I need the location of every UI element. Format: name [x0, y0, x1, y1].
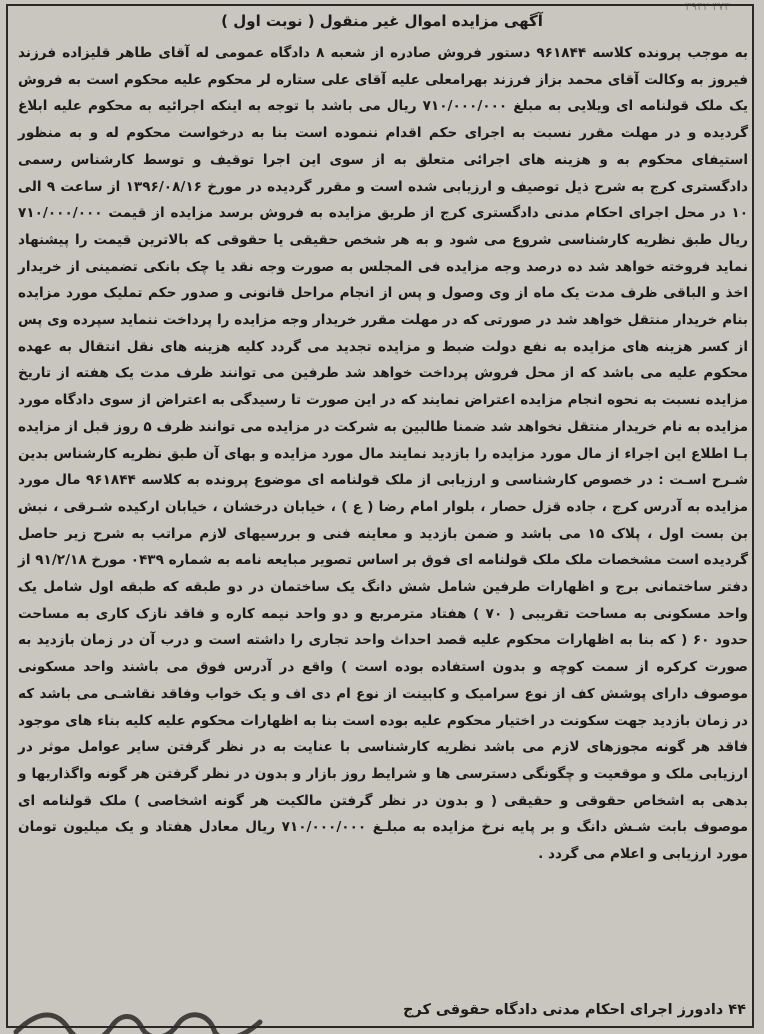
notice-signature: ۴۴ دادورز اجرای احکام مدنی دادگاه حقوقی کرج: [402, 1002, 746, 1018]
handwritten-mark: [8, 1002, 268, 1034]
notice-title: آگهی مزایده اموال غیر منقول ( نوبت اول ): [221, 12, 543, 30]
notice-body: به موجب پرونده کلاسه ۹۶۱۸۴۴ دستور فروش صادره از شعبه ۸ دادگاه عمومی له آقای طاهر قلیزاده فرزند فیروز به وکالت آقای محمد بزاز فرزند بهرامعلی علیه آقای علی ستاره لر محکوم علیه محکوم است به فروش یک ملک قولنامه ای ویلایی به مبلغ ۷۱۰/۰۰۰/۰۰۰ ریال می باشد با توجه به اینکه اجرائیه به محکوم علیه ابلاغ گردیده و در مهلت مقرر نسبت به اجرای حکم اقدام ننموده است بنا به درخواست محکوم له و به منظور استیفای محکوم به و هزینه های اجرائی متعلق به از سوی این اجرا توقیف و توسط کارشناس رسمی دادگستری کرج به شرح ذیل توصیف و ارزیابی شده است و مقرر گردیده در مورخ ۱۳۹۶/۰۸/۱۶ از ساعت ۹ الی ۱۰ در محل اجرای احکام مدنی دادگستری کرج از طریق مزایده به فروش برسد مزایده از قیمت ۷۱۰/۰۰۰/۰۰۰ ریال طبق نظریه کارشناسی شروع می شود و به هر شخص حقیقی یا حقوقی که بالاترین قیمت را پیشنهاد نماید فروخته خواهد شد ده درصد وجه مزایده فی المجلس به صورت وجه نقد یا چک بانکی تضمینی از خریدار اخذ و الباقی ظرف مدت یک ماه از وی وصول و پس از انجام مراحل قانونی و صدور حکم تملیک مورد مزایده بنام خریدار منتقل خواهد شد در صورتی که در مهلت مقرر خریدار وجه مزایده را پرداخت ننماید سپرده وی پس از کسر هزینه های مزایده به نفع دولت ضبط و مزایده تجدید می گردد کلیه هزینه های نقل انتقال به عهده محکوم علیه می باشد که از محل فروش پرداخت خواهد شد طرفین می توانند ظرف مدت یک هفته از تاریخ مزایده نسبت به نحوه انجام مزایده اعتراض نمایند که در این صورت تا رسیدگی به اعتراض از سوی دادگاه مورد مزایده به نام خریدار منتقل نخواهد شد ضمنا طالبین به شرکت در مزایده می توانند ظرف ۵ روز قبل از مزایده بـا اطلاع این اجراء از مال مورد مزایده را بازدید نمایند مال مورد مزایده و بهای آن طبق نظریه کارشناس بدین شـرح اسـت : در خصوص کارشناسی و ارزیابی از ملک قولنامه ای موضوع پرونده به کلاسه ۹۶۱۸۴۴ مال مورد مزایده به آدرس کرج ، جاده قزل حصار ، بلوار امام رضا ( ع ) ، خیابان درخشان ، خیابان ارکیده شـرقی ، نبش بن بست اول ، پلاک ۱۵ می باشد و ضمن بازدید و معاینه فنی و بررسیهای لازم مراتب به شرح زیر حاصل گردیده است مشخصات ملک ملک قولنامه ای فوق بر اساس تصویر مبایعه نامه به شماره ۰۴۳۹ مورخ ۹۱/۲/۱۸ از دفتر ساختمانی برج و اظهارات طرفین شامل شش دانگ یک ساختمان در دو طبقه که طبقه اول شامل یک واحد مسکونی به مساحت تقریبی ( ۷۰ ) هفتاد مترمربع و دو واحد نیمه کاره و فاقد نازک کاری به مساحت حدود ۶۰ ( که بنا به اظهارات محکوم علیه قصد احداث واحد تجاری را داشته است و درب آن در زمان بازدید به صورت کرکره از سمت کوچه و بدون استفاده بوده است ) واقع در آدرس فوق می باشند واحد مسکونی موصوف دارای پوشش کف از نوع سرامیک و کابینت از نوع ام دی اف و یک خواب وفاقد نقاشـی می باشد که در زمان بازدید جهت سکونت در اختیار محکوم علیه بوده است بنا به اظهارات محکوم علیه کلیه بناء های موجود فاقد هر گونه مجوزهای لازم می باشد نظریه کارشناسی با عنایت به در نظر گرفتن سایر عوامل موثر در ارزیابی ملک و موقعیت و چگونگی دسترسی ها و شرایط روز بازار و بدون در نظر گرفتن هر گونه واگذاریها و بدهی به اشخاص حقوقی و حقیقی ( و بدون در نظر گرفتن مالکیت هر گونه اشخاصی ) ملک قولنامه ای موصوف بابت شـش دانگ و بر پایه نرخ مزایده به مبلـغ ۷۱۰/۰۰۰/۰۰۰ ریال معادل هفتاد و یک میلیون تومان مورد ارزیابی و اعلام می گردد .: [18, 45, 749, 863]
header-scribble: ۳۹۴۲ ۳۷۳: [685, 0, 730, 13]
